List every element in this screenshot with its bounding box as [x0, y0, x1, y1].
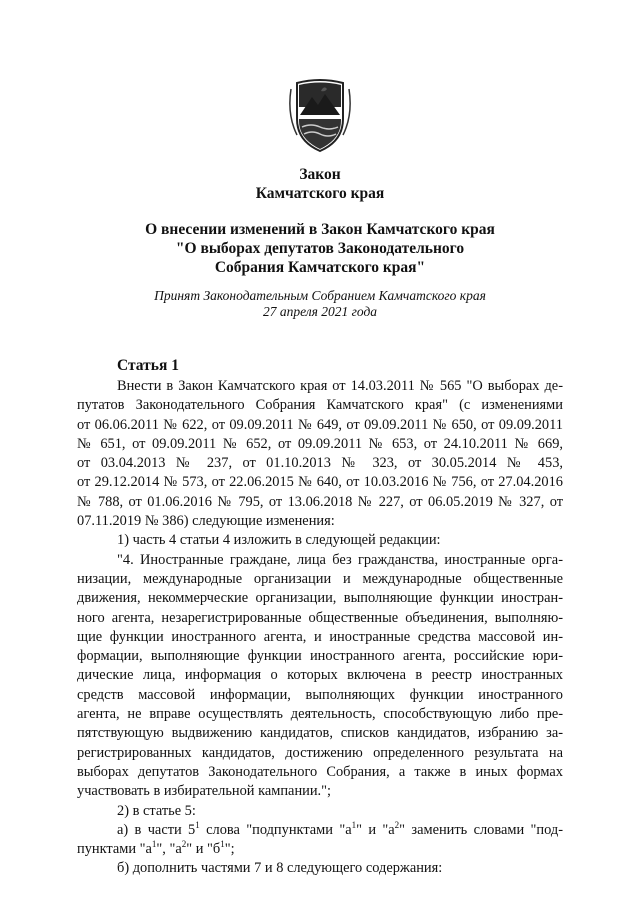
- text-line: выборах депутатов Законодательного Собрания, а также в иных формах: [77, 763, 563, 780]
- superscript: 2: [181, 839, 187, 850]
- text-run: ";: [224, 841, 235, 858]
- intro-paragraph: [77, 377, 563, 531]
- quoted-paragraph: [77, 551, 563, 802]
- text-line: от 03.04.2013 № 237, от 01.10.2013 № 323, от 30.05.2014 № 453,: [77, 455, 563, 472]
- text-run: ", "а: [156, 841, 182, 858]
- text-line: движения, некоммерческие организации, выполняющие функции иностран-: [77, 590, 563, 607]
- text-line: агента, не вправе осуществлять деятельность, способствующую либо пре-: [77, 706, 563, 723]
- text-line: № 788, от 01.06.2016 № 795, от 13.06.2018 № 227, от 06.05.2019 № 327, от: [77, 493, 563, 510]
- superscript: 2: [394, 819, 400, 830]
- text-line: от 06.06.2011 № 622, от 09.09.2011 № 649, от 09.09.2011 № 650, от 09.09.2011: [77, 416, 563, 433]
- title-line: Закон: [299, 166, 341, 183]
- text-line: средств массовой информации, выполняющих функции иностранного: [77, 686, 563, 703]
- law-subject: [0, 220, 640, 277]
- item-2a: [77, 821, 563, 860]
- subject-line: Собрания Камчатского края": [214, 259, 426, 276]
- text-line: ного агента, незарегистрированные общественные объединения, выполняю-: [77, 609, 563, 626]
- text-line: [77, 821, 563, 840]
- text-line: регистрированных кандидатов, достижению определенного результата на: [77, 744, 563, 761]
- adoption-note: [0, 288, 640, 320]
- superscript: 1: [195, 819, 200, 830]
- title-line: Камчатского края: [255, 185, 385, 202]
- subject-line: О внесении изменений в Закон Камчатского края: [145, 221, 495, 238]
- text-line: путатов Законодательного Собрания Камчатского края" (с изменениями: [77, 397, 563, 414]
- text-line: низации, международные организации и международные общественные: [77, 570, 563, 587]
- text-line: 07.11.2019 № 386) следующие изменения:: [77, 513, 335, 530]
- article-body: [77, 377, 563, 879]
- superscript: 1: [351, 819, 357, 830]
- text-run: пунктами "а: [77, 841, 152, 858]
- adoption-date: 27 апреля 2021 года: [262, 304, 378, 319]
- text-line: Внести в Закон Камчатского края от 14.03.2011 № 565 "О выборах де-: [117, 378, 563, 394]
- text-run: " и "б: [186, 841, 221, 858]
- text-run: " заменить словами "под-: [399, 821, 563, 838]
- text-line: от 29.12.2014 № 573, от 22.06.2015 № 640, от 10.03.2016 № 756, от 27.04.2016: [77, 474, 563, 491]
- text-line: участвовать в избирательной кампании.";: [77, 783, 332, 800]
- text-line: № 651, от 09.09.2011 № 652, от 09.09.2011 № 653, от 24.10.2011 № 669,: [77, 435, 563, 452]
- text-run: а) в части 5: [117, 821, 196, 838]
- law-title: [0, 165, 640, 203]
- item-2: 2) в статье 5:: [117, 802, 196, 819]
- text-line: формации, выполняющие функции иностранного агента, российские юри-: [77, 648, 563, 665]
- item-1: 1) часть 4 статьи 4 изложить в следующей редакции:: [117, 532, 441, 549]
- text-line: дические лица, информация о которых включена в реестр иностранных: [77, 667, 563, 684]
- text-line: щие функции иностранного агента, и иностранные средства массовой ин-: [77, 628, 563, 645]
- superscript: 1: [151, 839, 157, 850]
- text-run: слова "подпунктами "а: [199, 821, 352, 838]
- adoption-line: Принят Законодательным Собранием Камчатского края: [154, 288, 486, 303]
- superscript: 1: [220, 839, 225, 850]
- article-heading: Статья 1: [117, 357, 179, 374]
- item-2b: б) дополнить частями 7 и 8 следующего содержания:: [117, 860, 443, 877]
- kamchatka-coat-of-arms-icon: [285, 75, 355, 153]
- subject-line: "О выборах депутатов Законодательного: [175, 240, 465, 257]
- text-run: " и "а: [356, 821, 395, 838]
- text-line: "4. Иностранные граждане, лица без гражданства, иностранные орга-: [117, 551, 563, 568]
- text-line: [77, 840, 563, 859]
- text-line: пятствующую выдвижению кандидатов, списков кандидатов, избранию за-: [77, 725, 563, 742]
